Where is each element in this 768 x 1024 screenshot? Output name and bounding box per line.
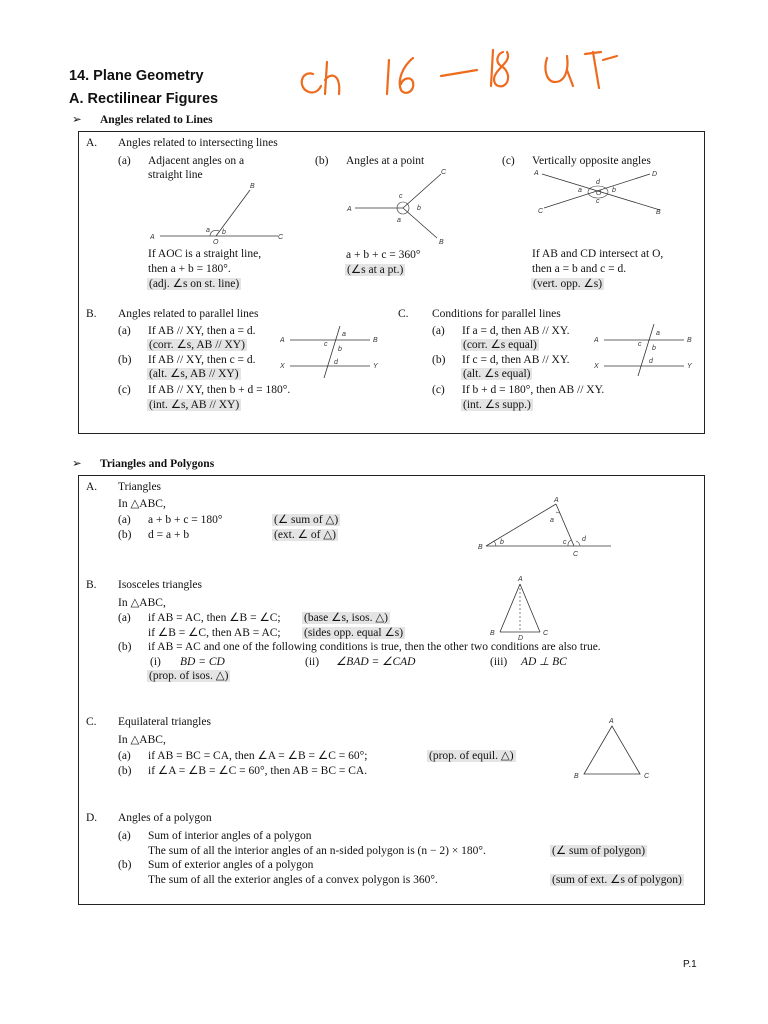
statement: If AB // XY, then a = d. <box>148 325 256 337</box>
sub-label: (i) <box>150 656 161 668</box>
svg-text:B: B <box>687 337 692 344</box>
svg-text:a: a <box>656 330 660 337</box>
reason-text: (prop. of isos. △) <box>149 670 229 682</box>
statement: The sum of all the interior angles of an n-sided polygon is (n − 2) × 180°. <box>148 845 486 857</box>
reason-text: (int. ∠s, AB // XY) <box>149 399 240 411</box>
handwritten-note <box>285 30 630 100</box>
item-label: C. <box>398 308 409 320</box>
reason-text: (alt. ∠s equal) <box>463 368 531 380</box>
sub-label: (b) <box>315 155 329 167</box>
parallel-conditions-diagram <box>594 322 699 377</box>
svg-text:a: a <box>342 331 346 338</box>
bullet-icon: ➢ <box>72 114 82 126</box>
statement: if ∠A = ∠B = ∠C = 60°, then AB = BC = CA. <box>148 765 368 777</box>
reason <box>147 277 241 291</box>
statement: d = a + b <box>148 529 190 541</box>
sub-label: (a) <box>118 612 131 624</box>
svg-text:b: b <box>652 345 656 352</box>
svg-text:d: d <box>596 179 600 186</box>
statement: In △ABC, <box>118 597 166 609</box>
reason-text: (int. ∠s supp.) <box>463 399 531 411</box>
sub-label: (b) <box>118 641 132 653</box>
reason-text: (∠ sum of △) <box>274 514 339 526</box>
sub-label: (a) <box>118 155 131 167</box>
svg-text:c: c <box>596 198 600 205</box>
statement: if AB = AC and one of the following conditions is true, then the other two conditions are also true. <box>148 641 601 653</box>
sub-label: (b) <box>118 529 132 541</box>
reason <box>272 528 338 542</box>
chapter-title: 14. Plane Geometry <box>69 68 204 84</box>
sub-label: (c) <box>432 384 445 396</box>
statement: If AB // XY, then b + d = 180°. <box>148 384 291 396</box>
statement: If a = d, then AB // XY. <box>462 325 570 337</box>
triangle-exterior-angle-diagram <box>476 494 616 558</box>
reason-text: (vert. opp. ∠s) <box>533 278 603 290</box>
svg-text:B: B <box>574 773 579 780</box>
statement: if AB = BC = CA, then ∠A = ∠B = ∠C = 60°; <box>148 750 368 762</box>
svg-text:X: X <box>280 363 285 370</box>
statement: If AB and CD intersect at O, <box>532 248 664 260</box>
sub-label: (b) <box>432 354 446 366</box>
svg-text:b: b <box>612 187 616 194</box>
svg-text:C: C <box>278 234 284 241</box>
svg-text:C: C <box>573 551 579 558</box>
equilateral-triangle-diagram <box>572 716 658 782</box>
svg-text:A: A <box>594 337 599 344</box>
page-number: P.1 <box>683 959 697 970</box>
bullet-icon: ➢ <box>72 458 82 470</box>
sub-title: Adjacent angles on a <box>148 155 245 167</box>
isosceles-triangle-diagram <box>488 574 558 642</box>
parallel-lines-diagram <box>280 324 385 379</box>
item-title: Angles related to intersecting lines <box>118 137 278 149</box>
reason <box>531 277 604 291</box>
reason-text: (ext. ∠ of △) <box>274 529 336 541</box>
reason-text: (sides opp. equal ∠s) <box>304 627 404 639</box>
statement: The sum of all the exterior angles of a convex polygon is 360°. <box>148 874 438 886</box>
reason <box>147 367 241 381</box>
section2-title: Triangles and Polygons <box>100 458 215 470</box>
svg-text:a: a <box>550 517 554 524</box>
reason-text: (∠ sum of polygon) <box>552 845 646 857</box>
svg-text:c: c <box>638 341 642 348</box>
sub-label: (b) <box>118 354 132 366</box>
sub-title: Angles at a point <box>346 155 425 167</box>
item-title: Isosceles triangles <box>118 579 202 591</box>
svg-text:B: B <box>250 183 255 190</box>
reason <box>461 398 533 412</box>
svg-text:B: B <box>478 544 483 551</box>
angles-at-point-diagram <box>345 166 455 246</box>
statement: a + b + c = 360° <box>346 249 421 261</box>
statement: ∠BAD = ∠CAD <box>336 656 416 668</box>
item-title: Angles related to parallel lines <box>118 308 259 320</box>
reason-text: (alt. ∠s, AB // XY) <box>149 368 239 380</box>
sub-label: (a) <box>118 325 131 337</box>
item-title: Triangles <box>118 481 162 493</box>
statement: if ∠B = ∠C, then AB = AC; <box>148 627 281 639</box>
svg-text:c: c <box>563 539 567 546</box>
reason <box>147 669 230 683</box>
svg-text:c: c <box>324 341 328 348</box>
vertically-opposite-diagram <box>532 168 667 218</box>
reason <box>272 513 340 527</box>
svg-text:Y: Y <box>687 363 692 370</box>
reason <box>461 338 539 352</box>
reason <box>302 611 390 625</box>
svg-text:A: A <box>150 234 155 241</box>
item-title: Angles of a polygon <box>118 812 212 824</box>
sub-label: (iii) <box>490 656 508 668</box>
svg-text:D: D <box>518 635 524 642</box>
sub-label: (ii) <box>305 656 320 668</box>
sub-label: (c) <box>118 384 131 396</box>
statement: In △ABC, <box>118 498 166 510</box>
sub-label: (a) <box>118 514 131 526</box>
svg-text:C: C <box>441 169 447 176</box>
adjacent-angles-diagram <box>150 180 290 246</box>
svg-text:A: A <box>609 718 614 725</box>
reason <box>550 873 684 887</box>
svg-text:b: b <box>338 346 342 353</box>
statement: if AB = AC, then ∠B = ∠C; <box>148 612 281 624</box>
reason <box>147 338 247 352</box>
item-title: Equilateral triangles <box>118 716 211 728</box>
section-title: A. Rectilinear Figures <box>69 91 219 107</box>
svg-text:b: b <box>500 539 504 546</box>
item-label: A. <box>86 137 98 149</box>
reason <box>302 626 405 640</box>
sub-label: (c) <box>502 155 515 167</box>
sub-title: Vertically opposite angles <box>532 155 651 167</box>
svg-text:A: A <box>347 206 352 213</box>
sub-label: (b) <box>118 859 132 871</box>
reason-text: (sum of ext. ∠s of polygon) <box>552 874 682 886</box>
svg-text:c: c <box>399 193 403 200</box>
statement: If AB // XY, then c = d. <box>148 354 256 366</box>
statement: In △ABC, <box>118 734 166 746</box>
item-label: B. <box>86 308 97 320</box>
svg-text:Y: Y <box>373 363 378 370</box>
item-label: D. <box>86 812 98 824</box>
reason <box>427 749 516 763</box>
svg-text:d: d <box>649 358 653 365</box>
svg-text:A: A <box>280 337 285 344</box>
svg-text:A: A <box>518 576 523 583</box>
reason <box>147 398 241 412</box>
svg-text:O: O <box>596 190 602 197</box>
svg-text:B: B <box>656 209 661 216</box>
reason <box>550 844 647 858</box>
svg-text:C: C <box>538 208 544 215</box>
reason-text: (∠s at a pt.) <box>347 264 404 276</box>
svg-text:a: a <box>397 217 401 224</box>
reason-text: (base ∠s, isos. △) <box>304 612 388 624</box>
reason-text: (prop. of equil. △) <box>429 750 514 762</box>
svg-text:d: d <box>334 359 338 366</box>
statement: then a = b and c = d. <box>532 263 627 275</box>
sub-label: (a) <box>432 325 445 337</box>
svg-text:C: C <box>543 630 549 637</box>
svg-text:a: a <box>578 187 582 194</box>
sub-label: (a) <box>118 830 131 842</box>
svg-text:B: B <box>373 337 378 344</box>
svg-text:C: C <box>644 773 650 780</box>
statement: If AOC is a straight line, <box>148 248 262 260</box>
svg-text:A: A <box>534 170 539 177</box>
item-title: Conditions for parallel lines <box>432 308 561 320</box>
item-label: B. <box>86 579 97 591</box>
sub-label: (a) <box>118 750 131 762</box>
statement: AD ⊥ BC <box>521 656 567 668</box>
section1-title: Angles related to Lines <box>100 114 213 126</box>
item-label: C. <box>86 716 97 728</box>
item-label: A. <box>86 481 98 493</box>
svg-text:X: X <box>594 363 599 370</box>
statement: a + b + c = 180° <box>148 514 223 526</box>
svg-text:D: D <box>652 171 658 178</box>
sub-title: Sum of interior angles of a polygon <box>148 830 312 842</box>
statement: BD = CD <box>180 656 225 668</box>
sub-title: straight line <box>148 169 203 181</box>
reason-text: (corr. ∠s, AB // XY) <box>149 339 245 351</box>
statement: then a + b = 180°. <box>148 263 231 275</box>
svg-text:A: A <box>554 497 559 504</box>
reason <box>461 367 532 381</box>
statement: If c = d, then AB // XY. <box>462 354 570 366</box>
svg-text:a: a <box>206 227 210 234</box>
svg-text:B: B <box>439 239 444 246</box>
sub-label: (b) <box>118 765 132 777</box>
svg-text:O: O <box>213 239 219 246</box>
svg-text:B: B <box>490 630 495 637</box>
sub-title: Sum of exterior angles of a polygon <box>148 859 314 871</box>
reason <box>345 263 405 277</box>
svg-text:b: b <box>417 205 421 212</box>
svg-text:d: d <box>582 536 586 543</box>
svg-text:b: b <box>222 229 226 236</box>
reason-text: (adj. ∠s on st. line) <box>149 278 240 290</box>
reason-text: (corr. ∠s equal) <box>463 339 537 351</box>
statement: If b + d = 180°, then AB // XY. <box>462 384 605 396</box>
